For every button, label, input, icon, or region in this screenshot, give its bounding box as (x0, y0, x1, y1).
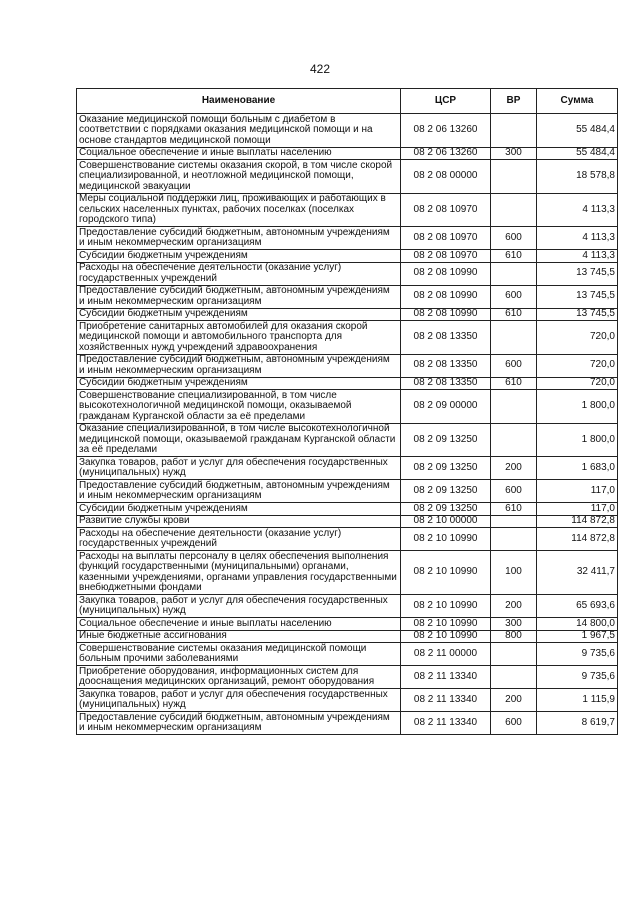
table-row (77, 147, 618, 160)
table-row (77, 528, 618, 551)
row-csr: 08 2 08 10990 (401, 285, 491, 308)
table-row (77, 377, 618, 390)
row-csr: 08 2 10 10990 (401, 551, 491, 595)
row-name: Меры социальной поддержки лиц, проживающих и работающих в сельских населенных пунктах, рабочих поселках (поселках городского типа) (77, 193, 401, 227)
row-sum: 4 113,3 (537, 227, 618, 250)
row-vr: 600 (491, 227, 537, 250)
row-name: Закупка товаров, работ и услуг для обеспечения государственных (муниципальных) нужд (77, 595, 401, 618)
row-name: Развитие службы крови (77, 515, 401, 528)
row-vr (491, 193, 537, 227)
row-name: Расходы на обеспечение деятельности (оказание услуг) государственных учреждений (77, 262, 401, 285)
table-row (77, 227, 618, 250)
table-header-row (77, 89, 618, 114)
row-sum: 720,0 (537, 377, 618, 390)
row-vr (491, 666, 537, 689)
row-csr: 08 2 11 13340 (401, 689, 491, 712)
row-sum: 9 735,6 (537, 643, 618, 666)
row-vr (491, 262, 537, 285)
row-name: Совершенствование системы оказания медицинской помощи больным прочими заболеваниями (77, 643, 401, 666)
row-name: Предоставление субсидий бюджетным, автономным учреждениям и иным некоммерческим организациям (77, 712, 401, 735)
row-vr: 610 (491, 503, 537, 516)
row-csr: 08 2 09 13250 (401, 457, 491, 480)
row-name: Субсидии бюджетным учреждениям (77, 503, 401, 516)
row-csr: 08 2 10 10990 (401, 618, 491, 631)
row-csr: 08 2 06 13260 (401, 147, 491, 160)
row-sum: 117,0 (537, 503, 618, 516)
table-row (77, 712, 618, 735)
row-sum: 720,0 (537, 354, 618, 377)
table-row (77, 515, 618, 528)
table-row (77, 503, 618, 516)
header-vr: ВР (491, 89, 537, 114)
table-row (77, 250, 618, 263)
row-vr: 600 (491, 480, 537, 503)
row-name: Приобретение санитарных автомобилей для оказания скорой медицинской помощи и автомобильного транспорта для хозяйственных нужд учреждений здравоохранения (77, 321, 401, 355)
row-vr (491, 114, 537, 148)
row-sum: 1 967,5 (537, 630, 618, 643)
table-row (77, 551, 618, 595)
table-row (77, 689, 618, 712)
row-name: Совершенствование специализированной, в том числе высокотехнологичной медицинской помощи, оказываемой гражданам Курганской области за её пределами (77, 390, 401, 424)
row-name: Субсидии бюджетным учреждениям (77, 250, 401, 263)
row-name: Предоставление субсидий бюджетным, автономным учреждениям и иным некоммерческим организациям (77, 354, 401, 377)
table-row (77, 262, 618, 285)
row-csr: 08 2 08 10970 (401, 227, 491, 250)
row-csr: 08 2 08 10970 (401, 250, 491, 263)
row-csr: 08 2 10 10990 (401, 630, 491, 643)
row-csr: 08 2 08 13350 (401, 377, 491, 390)
row-csr: 08 2 06 13260 (401, 114, 491, 148)
row-csr: 08 2 10 10990 (401, 528, 491, 551)
table-row (77, 390, 618, 424)
table-row (77, 354, 618, 377)
row-csr: 08 2 09 13250 (401, 423, 491, 457)
row-name: Предоставление субсидий бюджетным, автономным учреждениям и иным некоммерческим организациям (77, 227, 401, 250)
table-row (77, 285, 618, 308)
row-sum: 55 484,4 (537, 147, 618, 160)
budget-table (76, 88, 618, 735)
row-sum: 1 683,0 (537, 457, 618, 480)
row-csr: 08 2 08 10990 (401, 308, 491, 321)
row-sum: 55 484,4 (537, 114, 618, 148)
row-name: Предоставление субсидий бюджетным, автономным учреждениям и иным некоммерческим организациям (77, 480, 401, 503)
row-name: Иные бюджетные ассигнования (77, 630, 401, 643)
row-vr (491, 423, 537, 457)
header-csr: ЦСР (401, 89, 491, 114)
row-vr: 610 (491, 250, 537, 263)
row-csr: 08 2 08 10970 (401, 193, 491, 227)
row-csr: 08 2 11 13340 (401, 666, 491, 689)
row-name: Предоставление субсидий бюджетным, автономным учреждениям и иным некоммерческим организациям (77, 285, 401, 308)
row-csr: 08 2 08 00000 (401, 160, 491, 194)
table-row (77, 160, 618, 194)
table-row (77, 666, 618, 689)
table-row (77, 480, 618, 503)
table-row (77, 193, 618, 227)
row-name: Расходы на выплаты персоналу в целях обеспечения выполнения функций государственными (муниципальными) органами, казенными учреждениями, органами управления государственными внебюджетными фондами (77, 551, 401, 595)
row-name: Закупка товаров, работ и услуг для обеспечения государственных (муниципальных) нужд (77, 457, 401, 480)
row-sum: 1 800,0 (537, 390, 618, 424)
row-sum: 114 872,8 (537, 515, 618, 528)
row-vr: 600 (491, 712, 537, 735)
row-csr: 08 2 09 13250 (401, 480, 491, 503)
header-name: Наименование (77, 89, 401, 114)
row-sum: 9 735,6 (537, 666, 618, 689)
row-sum: 1 115,9 (537, 689, 618, 712)
row-vr (491, 321, 537, 355)
table-row (77, 308, 618, 321)
row-sum: 8 619,7 (537, 712, 618, 735)
row-vr: 200 (491, 457, 537, 480)
row-sum: 18 578,8 (537, 160, 618, 194)
table-row (77, 321, 618, 355)
row-csr: 08 2 09 13250 (401, 503, 491, 516)
row-name: Расходы на обеспечение деятельности (оказание услуг) государственных учреждений (77, 528, 401, 551)
row-vr: 200 (491, 689, 537, 712)
row-sum: 114 872,8 (537, 528, 618, 551)
row-sum: 4 113,3 (537, 250, 618, 263)
row-vr (491, 515, 537, 528)
row-name: Оказание медицинской помощи больным с диабетом в соответствии с порядками оказания медицинской помощи и на основе стандартов медицинской помощи (77, 114, 401, 148)
row-sum: 65 693,6 (537, 595, 618, 618)
row-vr (491, 160, 537, 194)
row-sum: 720,0 (537, 321, 618, 355)
row-sum: 117,0 (537, 480, 618, 503)
row-csr: 08 2 08 10990 (401, 262, 491, 285)
row-name: Субсидии бюджетным учреждениям (77, 377, 401, 390)
row-name: Совершенствование системы оказания скорой, в том числе скорой специализированной, и неотложной медицинской помощи, медицинской эвакуации (77, 160, 401, 194)
table-row (77, 630, 618, 643)
row-vr: 600 (491, 285, 537, 308)
row-name: Оказание специализированной, в том числе высокотехнологичной медицинской помощи, оказываемой гражданам Курганской области за её пределами (77, 423, 401, 457)
row-vr: 800 (491, 630, 537, 643)
row-csr: 08 2 08 13350 (401, 354, 491, 377)
table-body (77, 114, 618, 735)
row-name: Социальное обеспечение и иные выплаты населению (77, 147, 401, 160)
row-csr: 08 2 10 00000 (401, 515, 491, 528)
row-csr: 08 2 09 00000 (401, 390, 491, 424)
row-vr (491, 528, 537, 551)
row-sum: 1 800,0 (537, 423, 618, 457)
row-vr: 200 (491, 595, 537, 618)
row-vr (491, 643, 537, 666)
row-csr: 08 2 08 13350 (401, 321, 491, 355)
row-sum: 14 800,0 (537, 618, 618, 631)
row-sum: 13 745,5 (537, 308, 618, 321)
row-name: Субсидии бюджетным учреждениям (77, 308, 401, 321)
row-vr: 300 (491, 147, 537, 160)
row-vr: 600 (491, 354, 537, 377)
row-name: Социальное обеспечение и иные выплаты населению (77, 618, 401, 631)
row-name: Закупка товаров, работ и услуг для обеспечения государственных (муниципальных) нужд (77, 689, 401, 712)
row-csr: 08 2 11 00000 (401, 643, 491, 666)
row-vr (491, 390, 537, 424)
row-csr: 08 2 11 13340 (401, 712, 491, 735)
row-sum: 13 745,5 (537, 285, 618, 308)
table-row (77, 618, 618, 631)
row-sum: 32 411,7 (537, 551, 618, 595)
row-vr: 610 (491, 377, 537, 390)
row-name: Приобретение оборудования, информационных систем для дооснащения медицинских организаций, ремонт оборудования (77, 666, 401, 689)
row-vr: 610 (491, 308, 537, 321)
table-row (77, 595, 618, 618)
row-vr: 300 (491, 618, 537, 631)
table-row (77, 643, 618, 666)
header-sum: Сумма (537, 89, 618, 114)
row-sum: 4 113,3 (537, 193, 618, 227)
row-sum: 13 745,5 (537, 262, 618, 285)
table-row (77, 114, 618, 148)
table-row (77, 457, 618, 480)
table-row (77, 423, 618, 457)
row-csr: 08 2 10 10990 (401, 595, 491, 618)
page-number: 422 (309, 62, 331, 76)
row-vr: 100 (491, 551, 537, 595)
